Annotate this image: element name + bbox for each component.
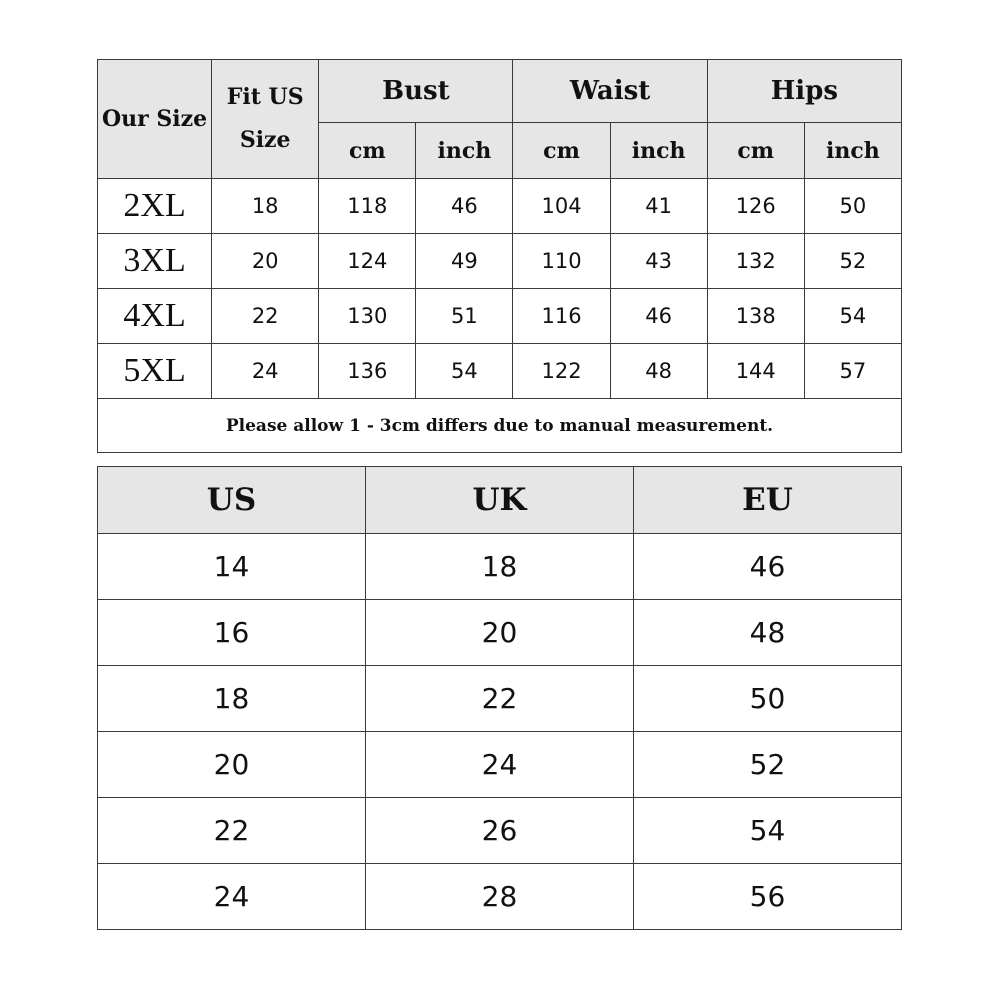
eu-size-cell: 48 xyxy=(634,600,902,666)
header-uk: UK xyxy=(366,467,634,534)
uk-size-cell: 22 xyxy=(366,666,634,732)
bust-inch-value: 49 xyxy=(416,234,513,289)
hips-cm-value: 126 xyxy=(707,179,804,234)
size-row xyxy=(98,179,902,234)
eu-size-cell: 50 xyxy=(634,666,902,732)
conversion-row xyxy=(98,666,902,732)
header-our-size: Our Size xyxy=(98,60,212,179)
size-row xyxy=(98,344,902,399)
header-fit-us-line1: Fit US xyxy=(226,84,304,110)
bust-inch-value: 54 xyxy=(416,344,513,399)
waist-inch-value: 46 xyxy=(610,289,707,344)
conversion-row xyxy=(98,534,902,600)
hips-cm-value: 144 xyxy=(707,344,804,399)
size-row xyxy=(98,234,902,289)
hips-inch-value: 52 xyxy=(804,234,901,289)
hips-inch-value: 54 xyxy=(804,289,901,344)
hips-inch-value: 50 xyxy=(804,179,901,234)
us-size-cell: 14 xyxy=(98,534,366,600)
size-chart-table xyxy=(97,59,902,453)
hips-inch-value: 57 xyxy=(804,344,901,399)
header-bust: Bust xyxy=(319,60,513,123)
fit-us-value: 22 xyxy=(212,289,319,344)
fit-us-value: 20 xyxy=(212,234,319,289)
bust-cm-value: 118 xyxy=(319,179,416,234)
conversion-row xyxy=(98,798,902,864)
waist-inch-value: 43 xyxy=(610,234,707,289)
uk-size-cell: 28 xyxy=(366,864,634,930)
waist-cm-value: 116 xyxy=(513,289,610,344)
header-hips-inch: inch xyxy=(804,123,901,179)
header-waist-cm: cm xyxy=(513,123,610,179)
size-label: 2XL xyxy=(98,179,212,234)
bust-inch-value: 51 xyxy=(416,289,513,344)
uk-size-cell: 18 xyxy=(366,534,634,600)
waist-inch-value: 41 xyxy=(610,179,707,234)
uk-size-cell: 26 xyxy=(366,798,634,864)
us-size-cell: 18 xyxy=(98,666,366,732)
waist-cm-value: 122 xyxy=(513,344,610,399)
uk-size-cell: 20 xyxy=(366,600,634,666)
us-size-cell: 22 xyxy=(98,798,366,864)
header-hips: Hips xyxy=(707,60,901,123)
header-fit-us-size xyxy=(212,60,319,179)
waist-cm-value: 110 xyxy=(513,234,610,289)
conversion-row xyxy=(98,732,902,798)
fit-us-value: 24 xyxy=(212,344,319,399)
hips-cm-value: 132 xyxy=(707,234,804,289)
measurement-note: Please allow 1 - 3cm differs due to manual measurement. xyxy=(98,399,902,453)
header-bust-inch: inch xyxy=(416,123,513,179)
eu-size-cell: 46 xyxy=(634,534,902,600)
size-label: 5XL xyxy=(98,344,212,399)
hips-cm-value: 138 xyxy=(707,289,804,344)
fit-us-value: 18 xyxy=(212,179,319,234)
bust-cm-value: 136 xyxy=(319,344,416,399)
size-row xyxy=(98,289,902,344)
size-label: 3XL xyxy=(98,234,212,289)
waist-inch-value: 48 xyxy=(610,344,707,399)
size-conversion-table xyxy=(97,466,902,930)
header-hips-cm: cm xyxy=(707,123,804,179)
bust-inch-value: 46 xyxy=(416,179,513,234)
uk-size-cell: 24 xyxy=(366,732,634,798)
bust-cm-value: 130 xyxy=(319,289,416,344)
us-size-cell: 24 xyxy=(98,864,366,930)
us-size-cell: 16 xyxy=(98,600,366,666)
eu-size-cell: 54 xyxy=(634,798,902,864)
eu-size-cell: 52 xyxy=(634,732,902,798)
header-waist-inch: inch xyxy=(610,123,707,179)
header-us: US xyxy=(98,467,366,534)
header-eu: EU xyxy=(634,467,902,534)
conversion-row xyxy=(98,600,902,666)
header-fit-us-line2: Size xyxy=(239,127,291,153)
header-waist: Waist xyxy=(513,60,707,123)
eu-size-cell: 56 xyxy=(634,864,902,930)
us-size-cell: 20 xyxy=(98,732,366,798)
bust-cm-value: 124 xyxy=(319,234,416,289)
size-label: 4XL xyxy=(98,289,212,344)
header-bust-cm: cm xyxy=(319,123,416,179)
waist-cm-value: 104 xyxy=(513,179,610,234)
conversion-row xyxy=(98,864,902,930)
